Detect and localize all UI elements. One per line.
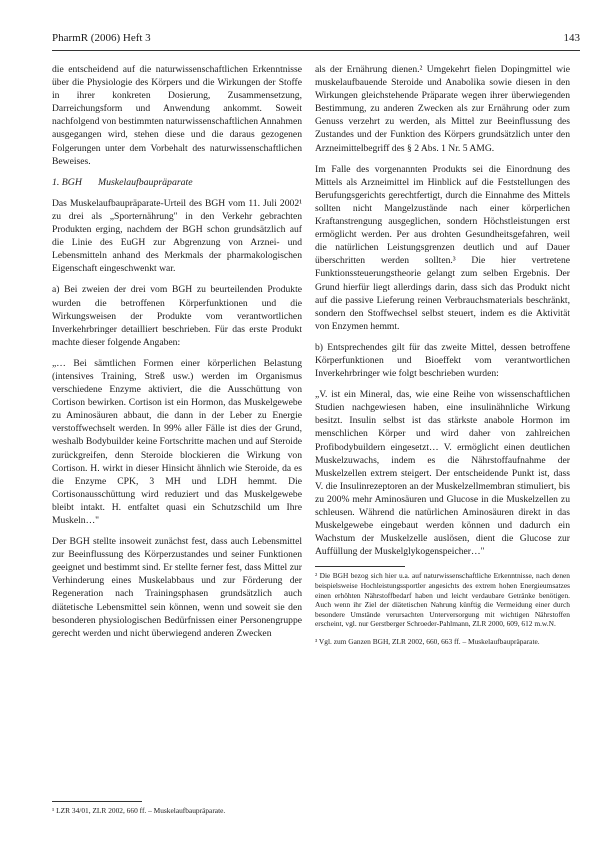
paragraph: Der BGH stellte insoweit zunächst fest, dass auch Lebensmittel zur Beeinflussung des Körperzustandes und seiner Funktionen geeignet und bestimmt sind. Er stellte ferner fest, dass Mittel zur Verhinderung eines Muskelabbaus und zur Förderung der Regeneration nach Trainingsphasen grundsätzlich auch diätetische Lebensmittel sein können, wenn und soweit sie den besonderen physiologischen Bedürfnissen einer Personengruppe gerecht werden und nicht überwiegend anderen Zwecken <box>52 536 302 639</box>
header-rule <box>52 50 580 51</box>
paragraph: a) Bei zweien der drei vom BGH zu beurteilenden Produkte wurden die betroffenen Körperfunktionen und die Wirkungsweisen der Produkte vom verantwortlichen Inverkehrbringer detailliert beschrieben. Für das erste Produkt machte dieser folgende Angaben: <box>52 284 302 348</box>
left-footnotes <box>52 795 302 818</box>
footnote-rule <box>52 801 142 802</box>
block-quote: „… Bei sämtlichen Formen einer körperlichen Belastung (intensives Training, Streß usw.) werden im Organismus verschiedene Enzyme aktiviert, die die Ausschüttung von Cortison bewirken. Cortison ist ein Hormon, das Muskelgewebe zu Aminosäuren abbaut, die dann in der Leber zu Energie verstoffwechselt werden. In 99% aller Fälle ist dies der Grund, weshalb Bodybuilder keine Fortschritte machen und auf Steroide zurückgreifen, denn Steroide blockieren die Wirkung von Cortison. H. wirkt in dieser Hinsicht ähnlich wie Steroide, da es die Enzyme CPK, 3 MH und LDH hemmt. Die Cortisonausschüttung wird reduziert und das Muskelgewebe bleibt intakt. H. entfaltet quasi ein Schutzschild um Ihre Muskeln…" <box>52 357 302 526</box>
section-number: 1. BGH <box>52 176 82 188</box>
journal-reference: PharmR (2006) Heft 3 <box>52 32 151 44</box>
right-column <box>315 63 570 655</box>
left-column <box>52 63 302 640</box>
running-header <box>52 32 580 48</box>
block-quote: „V. ist ein Mineral, das, wie eine Reihe von wissenschaftlichen Studien nachgewiesen haben, eine insulinähnliche Wirkung besitzt. Insulin selbst ist das stärkste anabole Hormon im menschlichen Körper und wird daher von zahlreichen Profibodybuildern eingesetzt… V. ermöglicht einen deutlichen Muskelzuwachs, indem es die Nährstoffaufnahme der Muskelzellen extrem steigert. Der entscheidende Punkt ist, dass V. die Insulinrezeptoren an der Muskelzellmembran stimuliert, bis zu 200% mehr Aminosäuren und Glucose in die Muskelzellen zu schleusen. Während die natürlichen Aminosäuren direkt in das Muskelgewebe eingebaut werden können und dadurch ein Wachstum der Muskelzelle auslösen, dient die Glucose zur Auffüllung der Muskelglykogenspeicher…" <box>315 389 570 558</box>
footnote: ² Die BGH bezog sich hier u.a. auf naturwissenschaftliche Erkenntnisse, nach denen beispielsweise Hochleistungssportler angesichts des extrem hohen Energieumsatzes einen erhöhten Nährstoffbedarf haben und leicht verdaubare Getränke benötigen. Auch wenn ihr Ziel der diätetischen Nahrung künftig die Vermeidung einer durch besondere Umstände verursachten Unterversorgung mit wichtigen Nährstoffen erscheint, vgl. nur Gerstberger Schroeder-Pahlmann, ZLR 2000, 609, 612 m.w.N. <box>315 571 570 629</box>
paragraph: Das Muskelaufbaupräparate-Urteil des BGH vom 11. Juli 2002¹ zu drei als „Sporternährung" in den Verkehr gebrachten Produkten erging, nachdem der BGH schon grundsätzlich auf die Linie des EuGH zur Abgrenzung von Arznei- und Lebensmitteln anhand des Merkmals der pharmakologischen Eigenschaft eingeschwenkt war. <box>52 197 302 275</box>
paragraph: Im Falle des vorgenannten Produkts sei die Einordnung des Mittels als Arzneimittel im Hinblick auf die Feststellungen des Berufungsgerichts gerechtfertigt, durch die Einnahme des Mittels sollten nicht Mangelzustände nach einer körperlichen Kraftanstrengung ausgeglichen, sondern Höchstleistungen erst ermöglicht werden. Per aus drohten Gesundheitsgefahren, weil die natürlichen Leistungsgrenzen deutlich und auf Dauer überschritten werden sollten.³ Die hier vertretene Funktionssteuerungstheorie gelangt zum selben Ergebnis. Der Grund hierfür liegt allerdings darin, dass sich das Produkt nicht auf die passive Lieferung reinen Verbrauchsmaterials beschränkt, sondern den Stoffwechsel selbst steuert, indem es die Aktivität von Enzymen hemmt. <box>315 163 570 332</box>
footnote-rule <box>315 566 405 567</box>
footnote: ³ Vgl. zum Ganzen BGH, ZLR 2002, 660, 663 ff. – Muskelaufbaupräparate. <box>315 636 540 646</box>
section-heading <box>52 176 302 189</box>
paragraph: die entscheidend auf die naturwissenschaftlichen Erkenntnisse über die Physiologie des Körpers und die Wirkungen der Stoffe in ihrer konkreten Dosierung, Zusammensetzung, Darreichungsform und Anwendung ankommt. Soweit nachfolgend von bestimmten naturwissenschaftlichen Annahmen ausgegangen wird, stehen diese und die daraus gezogenen Folgerungen unter dem Vorbehalt des naturwissenschaftlichen Beweises. <box>52 64 302 167</box>
footnote: ¹ LZR 34/01, ZLR 2002, 660 ff. – Muskelaufbaupräparate. <box>52 806 226 815</box>
paragraph: b) Entsprechendes gilt für das zweite Mittel, dessen betroffene Körperfunktionen und Bioeffekt vom verantwortlichen Inverkehrbringer wie folgt beschrieben wurden: <box>315 341 570 380</box>
page-number: 143 <box>563 32 580 44</box>
paragraph: als der Ernährung dienen.² Umgekehrt fielen Dopingmittel wie muskelaufbauende Steroide und Anabolika sowie diesen in den Wirkungen gleichstehende Präparate wegen ihrer überwiegenden Bestimmung, zu anderen Zwecken als zur Ernährung oder zum Genuss verzehrt zu werden, als Mittel zur Beeinflussung des Zustandes und der Funktion des Körpers grundsätzlich unter den Arzneimittelbegriff des § 2 Abs. 1 Nr. 5 AMG. <box>315 64 570 154</box>
section-title: Muskelaufbaupräparate <box>97 176 193 188</box>
